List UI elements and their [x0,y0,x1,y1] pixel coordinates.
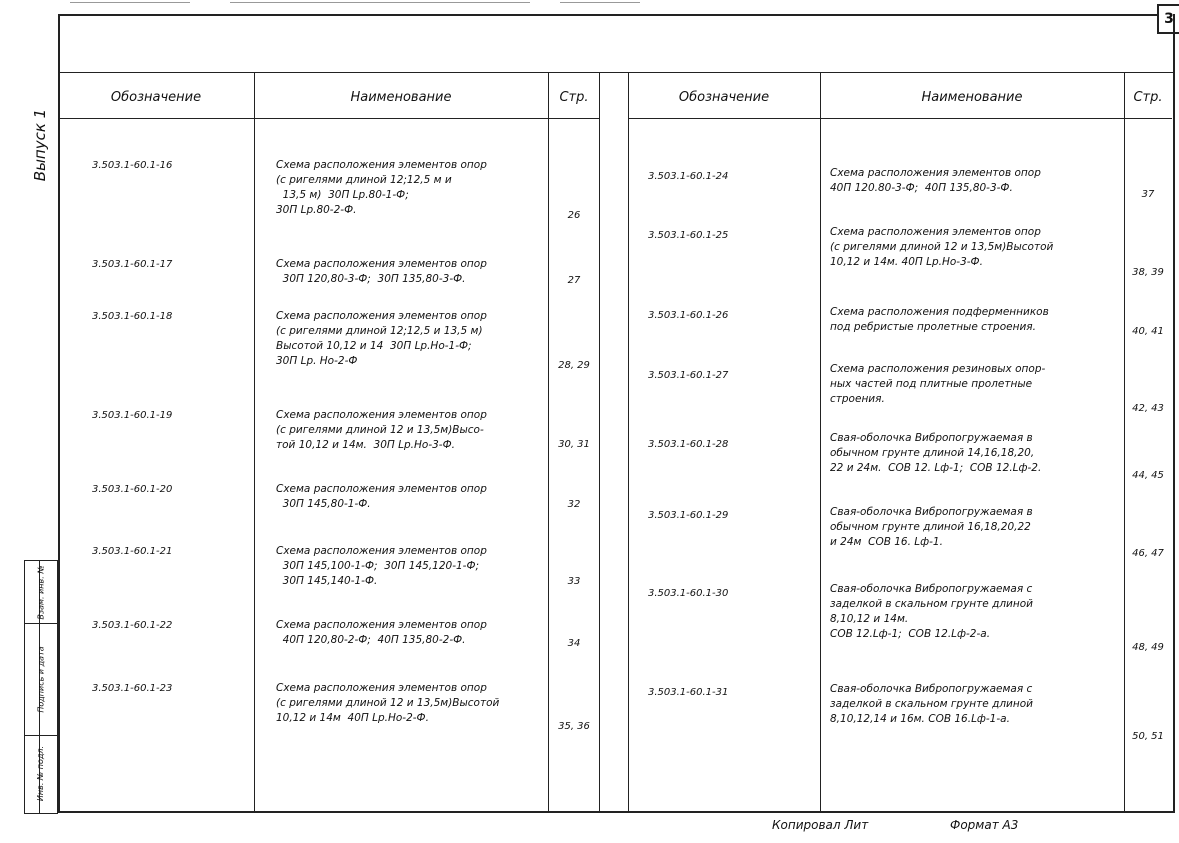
row-name: Схема расположения подферменников под ребристые пролетные строения. [830,306,1049,333]
row-page: 38, 39 [1132,267,1164,278]
row-name: Схема расположения элементов опор (с ригелями длиной 12;12,5 и 13,5 м) Высотой 10,12 и 14 30П Lр.Но-1-Ф; 30П Lр. Но-2-Ф [276,310,487,367]
row-page: 42, 43 [1132,403,1164,414]
row-page: 48, 49 [1132,642,1164,653]
column-divider [254,72,255,813]
row-designation: 3.503.1-60.1-21 [92,546,173,557]
scan-artifact-line [230,2,530,3]
row-page: 34 [567,638,581,649]
scan-artifact-line [70,2,190,3]
sheet-format: Формат А3 [950,818,1019,832]
row-page: 32 [567,499,581,510]
column-divider [1124,72,1125,813]
row-designation: 3.503.1-60.1-17 [92,259,173,270]
row-page: 37 [1141,189,1155,200]
row-designation: 3.503.1-60.1-25 [648,230,729,241]
row-page: 44, 45 [1132,470,1164,481]
stamp-cell-label: Инв. № подл. [36,745,46,801]
contents-table-right [628,72,1172,813]
row-designation: 3.503.1-60.1-16 [92,160,173,171]
header-page: Стр. [559,89,589,105]
row-name: Схема расположения элементов опор 30П 145,80-1-Ф. [276,483,487,510]
row-designation: 3.503.1-60.1-19 [92,410,173,421]
header-name: Наименование [921,89,1023,105]
row-name: Схема расположения элементов опор 40П 120.80-3-Ф; 40П 135,80-3-Ф. [830,167,1041,194]
row-page: 50, 51 [1132,731,1164,742]
stamp-cell [25,561,57,624]
row-page: 33 [567,576,581,587]
table-border [628,72,629,813]
row-page: 28, 29 [558,360,590,371]
row-page: 46, 47 [1132,548,1164,559]
header-name: Наименование [350,89,452,105]
row-name: Схема расположения элементов опор 40П 120,80-2-Ф; 40П 135,80-2-Ф. [276,619,487,646]
row-page: 26 [567,210,581,221]
row-name: Свая-оболочка Вибропогружаемая в обычном грунте длиной 14,16,18,20, 22 и 24м. СОВ 12. Lф-1; СОВ 12.Lф-2. [830,432,1042,474]
row-page: 35, 36 [558,721,590,732]
row-name: Схема расположения элементов опор (с ригелями длиной 12 и 13,5м)Высотой 10,12 и 14м. 40П Lр.Но-3-Ф. [830,226,1054,268]
copied-by: Копировал Лит [772,818,869,832]
column-divider [820,72,821,813]
contents-table-left [58,72,600,813]
row-designation: 3.503.1-60.1-29 [648,510,729,521]
row-name: Свая-оболочка Вибропогружаемая в обычном грунте длиной 16,18,20,22 и 24м СОВ 16. Lф-1. [830,506,1033,548]
header-designation: Обозначение [678,89,770,105]
scan-artifact-line [560,2,640,3]
row-designation: 3.503.1-60.1-31 [648,687,729,698]
row-designation: 3.503.1-60.1-30 [648,588,729,599]
header-divider [628,118,1172,119]
row-name: Схема расположения элементов опор (с ригелями длиной 12 и 13,5м)Высо- той 10,12 и 14м. 30П Lр.Но-3-Ф. [276,409,487,451]
row-name: Свая-оболочка Вибропогружаемая с заделкой в скальном грунте длиной 8,10,12,14 и 16м. СОВ 16.Lф-1-а. [830,683,1033,725]
stamp-cell-label: Подпись и дата [36,645,46,713]
row-page: 40, 41 [1132,326,1164,337]
row-page: 27 [567,275,581,286]
row-designation: 3.503.1-60.1-28 [648,439,729,450]
row-designation: 3.503.1-60.1-24 [648,171,729,182]
row-designation: 3.503.1-60.1-20 [92,484,173,495]
row-name: Схема расположения элементов опор (с ригелями длиной 12 и 13,5м)Высотой 10,12 и 14м 40П Lр.Но-2-Ф. [276,682,500,724]
issue-label [20,70,60,220]
header-page: Стр. [1133,89,1163,105]
row-name: Свая-оболочка Вибропогружаемая с заделкой в скальном грунте длиной 8,10,12 и 14м. СОВ 12.Lф-1; СОВ 12.Lф-2-а. [830,583,1033,640]
header-divider [58,118,600,119]
sheet-number: 3 [1157,4,1179,34]
row-name: Схема расположения резиновых опор- ных частей под плитные пролетные строения. [830,363,1046,405]
row-designation: 3.503.1-60.1-22 [92,620,173,631]
stamp-cell [25,735,57,811]
stamp-cell-label: Взам. инв. № [36,564,46,620]
row-designation: 3.503.1-60.1-27 [648,370,729,381]
row-name: Схема расположения элементов опор 30П 120,80-3-Ф; 30П 135,80-3-Ф. [276,258,487,285]
row-designation: 3.503.1-60.1-18 [92,311,173,322]
row-name: Схема расположения элементов опор 30П 145,100-1-Ф; 30П 145,120-1-Ф; 30П 145,140-1-Ф. [276,545,487,587]
row-page: 30, 31 [558,439,590,450]
header-designation: Обозначение [110,89,202,105]
stamp-cell [25,623,57,736]
row-name: Схема расположения элементов опор (с ригелями длиной 12;12,5 м и 13,5 м) 30П Lр.80-1-Ф; 30П Lр.80-2-Ф. [276,159,487,216]
margin-stamp [24,560,58,814]
issue-label-text: Выпуск 1 [31,108,49,182]
table-border [58,72,59,813]
row-designation: 3.503.1-60.1-26 [648,310,729,321]
row-designation: 3.503.1-60.1-23 [92,683,173,694]
frame-top-line [58,14,1158,16]
